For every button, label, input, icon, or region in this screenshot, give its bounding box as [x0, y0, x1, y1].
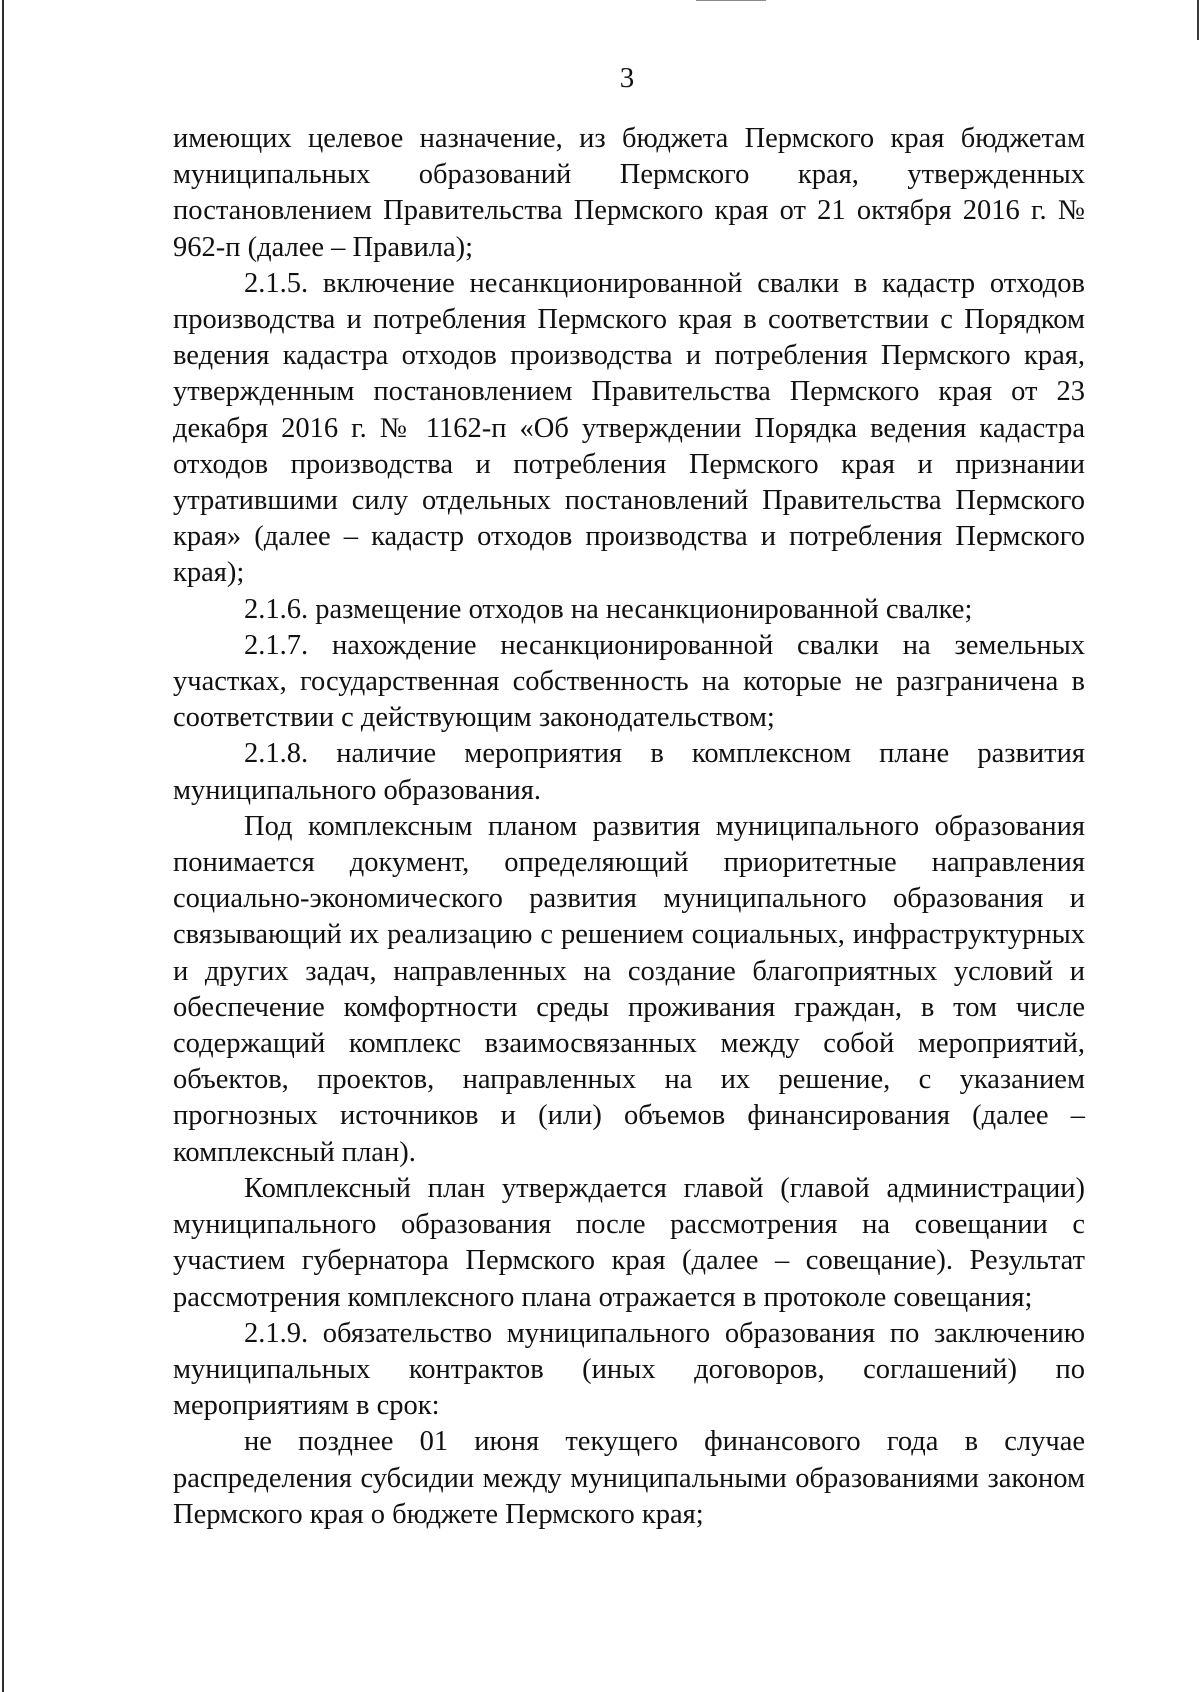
paragraph-2-1-6: 2.1.6. размещение отходов на несанкционированной свалке;: [244, 593, 973, 625]
paragraph-complex-plan-definition: Под комплексным планом развития муниципального образования понимается документ, определяющий приоритетные направления социально-экономического развития муниципального образования и связывающий их реализацию с решением социальных, инфраструктурных и других задач, направленных на создание благоприятных условий и обеспечение комфортности среды проживания граждан, в том числе содержащий комплекс взаимосвязанных между собой мероприятий, объектов, проектов, направленных на их решение, с указанием прогнозных источников и (или) объемов финансирования (далее – комплексный план).: [173, 810, 1085, 1168]
paragraph-deadline: не позднее 01 июня текущего финансового года в случае распределения субсидии между муниципальными образованиями законом Пермского края о бюджете Пермского края;: [173, 1426, 1085, 1530]
document-body: [173, 121, 1085, 1533]
scan-edge-right: [1197, 0, 1199, 40]
paragraph-2-1-5: 2.1.5. включение несанкционированной свалки в кадастр отходов производства и потребления Пермского края в соответствии с Порядком ведения кадастра отходов производства и потребления Пермского края, утвержденным постановлением Правительства Пермского края от 23 декабря 2016 г. № 1162-п «Об утверждении Порядка ведения кадастра отходов производства и потребления Пермского края и признании утратившими силу отдельных постановлений Правительства Пермского края» (далее – кадастр отходов производства и потребления Пермского края);: [173, 267, 1085, 589]
page-number: 3: [619, 62, 635, 94]
paragraph: имеющих целевое назначение, из бюджета Пермского края бюджетам муниципальных образований Пермского края, утвержденных постановлением Правительства Пермского края от 21 октября 2016 г. № 962-п (далее – Правила);: [173, 123, 1085, 263]
paragraph-2-1-8: 2.1.8. наличие мероприятия в комплексном плане развития муниципального образования.: [173, 738, 1085, 806]
paragraph-2-1-7: 2.1.7. нахождение несанкционированной свалки на земельных участках, государственная собственность на которые не разграничена в соответствии с действующим законодательством;: [173, 629, 1085, 734]
scan-edge-top: [696, 0, 766, 1]
paragraph-complex-plan-approval: Комплексный план утверждается главой (главой администрации) муниципального образования после рассмотрения на совещании с участием губернатора Пермского края (далее – совещание). Результат рассмотрения комплексного плана отражается в протоколе совещания;: [173, 1172, 1085, 1313]
paragraph-2-1-9: 2.1.9. обязательство муниципального образования по заключению муниципальных контрактов (иных договоров, соглашений) по мероприятиям в срок:: [173, 1317, 1085, 1422]
scan-edge-left: [2, 0, 4, 1692]
